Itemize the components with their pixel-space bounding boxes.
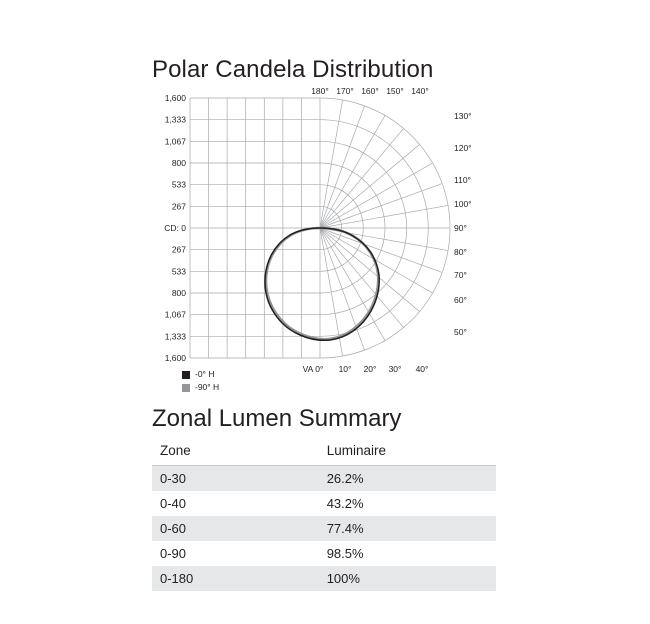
table-row	[152, 566, 496, 591]
table-header-row	[152, 438, 496, 466]
svg-text:50°: 50°	[454, 327, 467, 337]
cell-zone: 0-90	[160, 546, 187, 561]
svg-text:30°: 30°	[388, 364, 402, 374]
svg-text:70°: 70°	[454, 270, 467, 280]
svg-text:267: 267	[171, 201, 186, 212]
table-body	[152, 466, 496, 592]
zonal-lumen-table	[152, 438, 496, 591]
chart-legend	[182, 369, 302, 395]
svg-text:800: 800	[171, 288, 186, 298]
svg-text:130°: 130°	[454, 111, 472, 121]
cell-zone: 0-40	[160, 496, 187, 511]
svg-text:20°: 20°	[363, 364, 377, 374]
angle-labels-bottom	[303, 364, 429, 374]
cell-zone: 0-30	[152, 466, 221, 492]
svg-text:1,067: 1,067	[164, 309, 186, 320]
svg-text:533: 533	[171, 266, 186, 277]
angle-labels-right	[454, 111, 472, 337]
cell-luminaire: 26.2%	[221, 466, 496, 492]
svg-text:110°: 110°	[454, 175, 471, 185]
svg-text:160°: 160°	[361, 88, 379, 96]
svg-text:1,067: 1,067	[164, 136, 186, 147]
table-row	[152, 466, 496, 492]
svg-text:800: 800	[171, 158, 186, 168]
svg-text:80°: 80°	[454, 247, 467, 257]
legend-item	[182, 369, 302, 380]
cell-luminaire: 77.4%	[221, 516, 496, 541]
table-row	[152, 516, 496, 541]
polar-plot-svg	[150, 88, 490, 388]
svg-text:40°: 40°	[415, 364, 429, 374]
zonal-summary-title: Zonal Lumen Summary	[152, 405, 402, 432]
svg-text:1,333: 1,333	[164, 114, 186, 125]
cell-zone: 0-60	[152, 516, 221, 541]
legend-swatch-icon	[182, 384, 190, 392]
svg-text:CD: 0: CD: 0	[164, 223, 186, 233]
svg-text:100°: 100°	[454, 199, 472, 209]
polar-candela-chart	[150, 88, 490, 388]
svg-text:120°: 120°	[454, 143, 472, 153]
svg-text:150°: 150°	[386, 88, 404, 96]
radial-axis-labels	[164, 93, 186, 363]
svg-text:1,333: 1,333	[164, 331, 186, 342]
svg-text:VA 0°: VA 0°	[302, 364, 324, 374]
legend-label: -90° H	[195, 382, 220, 392]
svg-text:60°: 60°	[454, 295, 467, 305]
svg-text:140°: 140°	[411, 88, 429, 96]
series-minus-0h-curve	[265, 228, 379, 340]
column-header-luminaire: Luminaire	[221, 438, 496, 466]
legend-swatch-icon	[182, 371, 190, 379]
svg-text:533: 533	[171, 179, 186, 190]
table-row	[152, 541, 496, 566]
svg-text:180°: 180°	[311, 88, 329, 96]
legend-item	[182, 382, 302, 393]
table-row	[152, 491, 496, 516]
svg-text:267: 267	[171, 244, 186, 255]
svg-text:90°: 90°	[454, 223, 467, 233]
svg-text:170°: 170°	[336, 88, 354, 96]
cell-luminaire: 100%	[221, 566, 496, 591]
svg-text:1,600: 1,600	[164, 353, 186, 363]
svg-text:1,600: 1,600	[164, 93, 186, 103]
cell-luminaire: 43.2%	[326, 496, 364, 511]
angle-labels-top	[311, 88, 429, 96]
column-header-zone: Zone	[152, 438, 221, 466]
polar-chart-title: Polar Candela Distribution	[152, 56, 434, 83]
cell-luminaire: 98.5%	[326, 546, 364, 561]
cell-zone: 0-180	[152, 566, 221, 591]
svg-text:10°: 10°	[338, 364, 352, 374]
table-header	[152, 438, 496, 466]
legend-label: -0° H	[195, 369, 215, 379]
